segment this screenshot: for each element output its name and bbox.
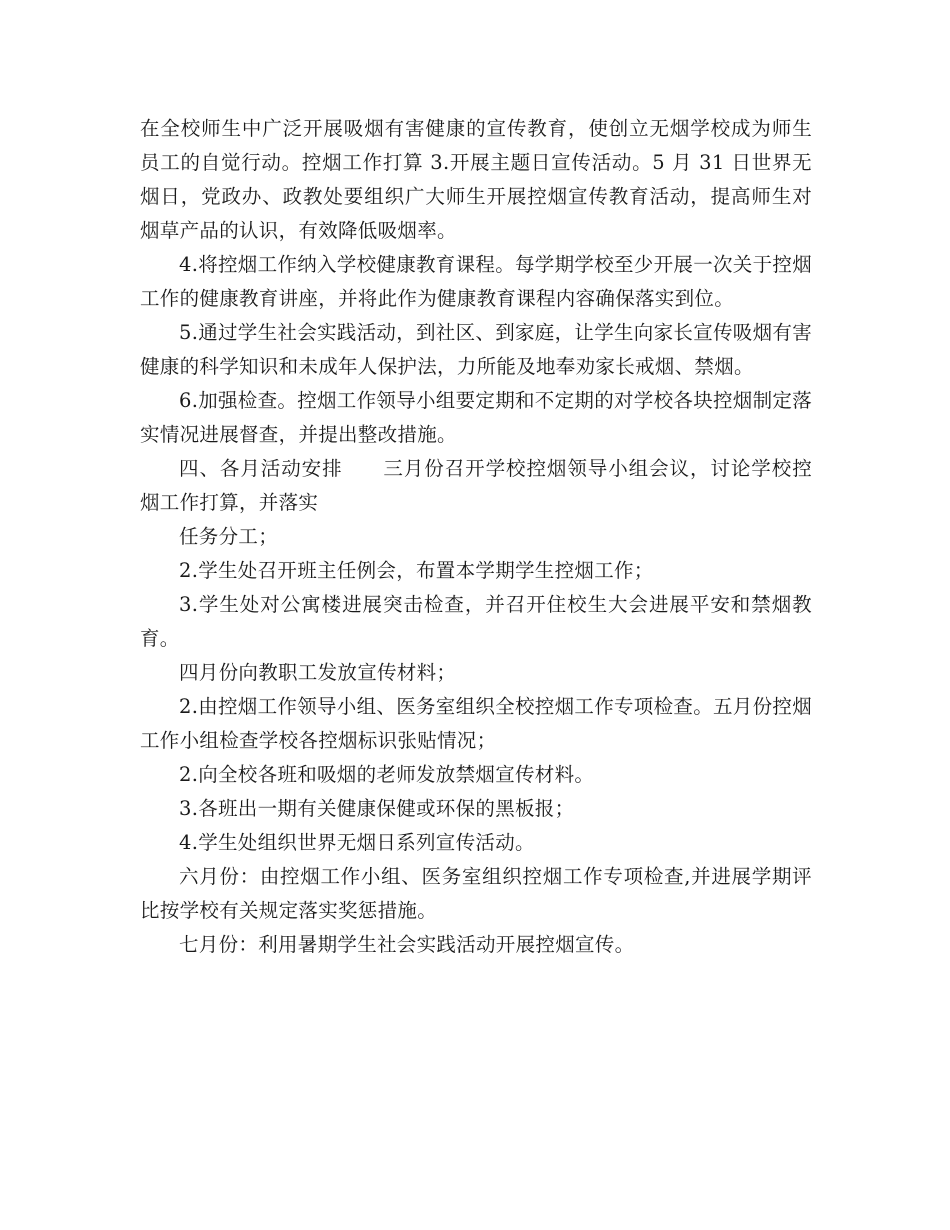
paragraph-march-item-3: 3.学生处对公寓楼进展突击检查，并召开住校生大会进展平安和禁烟教育。 [140, 593, 812, 650]
paragraph-task-division: 任务分工； [179, 525, 279, 548]
document-body [140, 112, 812, 962]
paragraph-intro: 在全校师生中广泛开展吸烟有害健康的宣传教育，使创立无烟学校成为师生员工的自觉行动。控烟工作打算 3.开展主题日宣传活动。5 月 31 日世界无烟日，党政办、政教处要组织广大师生开展控烟宣传教育活动，提高师生对烟草产品的认识，有效降低吸烟率。 [140, 117, 812, 242]
paragraph-item-4-health-course: 4.将控烟工作纳入学校健康教育课程。每学期学校至少开展一次关于控烟工作的健康教育讲座，并将此作为健康教育课程内容确保落实到位。 [140, 253, 813, 310]
paragraph-may-item-3: 3.各班出一期有关健康保健或环保的黑板报； [179, 797, 575, 820]
paragraph-item-6-inspection: 6.加强检查。控烟工作领导小组要定期和不定期的对学校各块控烟制定落实情况进展督查，并提出整改措施。 [140, 389, 813, 446]
paragraph-june: 六月份：由控烟工作小组、医务室组织控烟工作专项检查,并进展学期评比按学校有关规定落实奖惩措施。 [140, 865, 812, 922]
paragraph-may-item-4: 4.学生处组织世界无烟日系列宣传活动。 [179, 831, 535, 854]
paragraph-item-5-social-practice: 5.通过学生社会实践活动，到社区、到家庭，让学生向家长宣传吸烟有害健康的科学知识和未成年人保护法，力所能及地奉劝家长戒烟、禁烟。 [140, 321, 813, 378]
paragraph-march-item-2: 2.学生处召开班主任例会，布置本学期学生控烟工作； [179, 559, 654, 582]
paragraph-may-item-2: 2.向全校各班和吸烟的老师发放禁烟宣传材料。 [179, 763, 595, 786]
paragraph-july: 七月份：利用暑期学生社会实践活动开展控烟宣传。 [179, 933, 635, 956]
paragraph-april: 四月份向教职工发放宣传材料； [179, 661, 457, 684]
paragraph-april-item-2-may: 2.由控烟工作领导小组、医务室组织全校控烟工作专项检查。五月份控烟工作小组检查学校各控烟标识张贴情况； [140, 695, 813, 752]
paragraph-monthly-schedule-march: 四、各月活动安排 三月份召开学校控烟领导小组会议，讨论学校控烟工作打算，并落实 [140, 457, 812, 514]
